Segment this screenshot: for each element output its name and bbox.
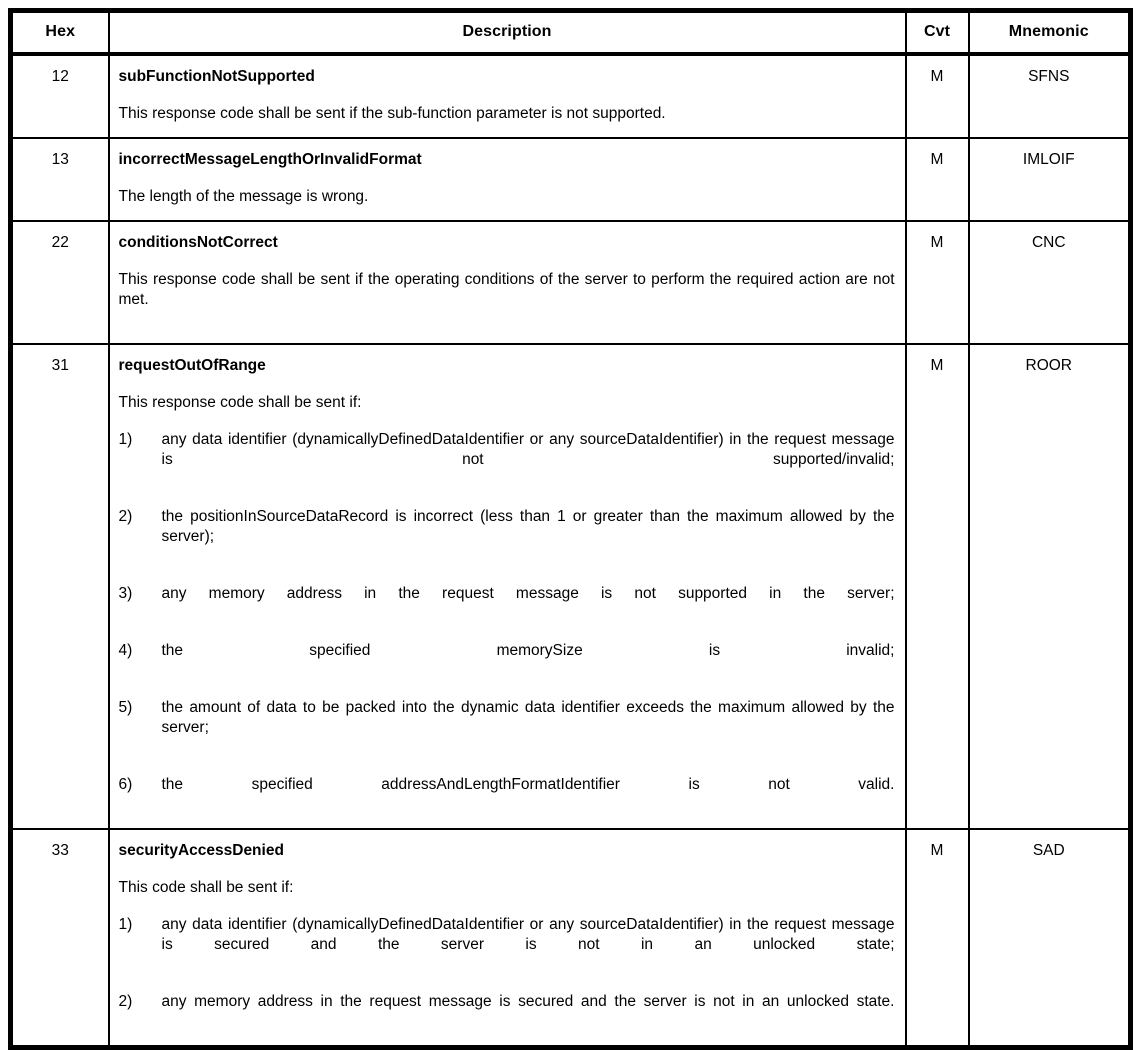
list-marker: 1) xyxy=(118,431,133,448)
list-item xyxy=(119,775,895,815)
list-marker: 4) xyxy=(118,642,133,659)
table-row xyxy=(11,344,1131,829)
cell-cvt: M xyxy=(906,221,969,344)
list-item-text: the specified memorySize is invalid; xyxy=(161,642,895,659)
cell-hex: 33 xyxy=(11,829,109,1048)
list-marker: 6) xyxy=(118,776,133,793)
list-item xyxy=(119,430,895,490)
condition-list xyxy=(119,430,895,815)
list-marker: 1) xyxy=(118,916,133,933)
column-header-description: Description xyxy=(109,11,906,55)
cell-mnemonic: IMLOIF xyxy=(969,138,1131,221)
list-marker: 2) xyxy=(118,993,133,1010)
cell-description xyxy=(109,221,906,344)
table-header-row xyxy=(11,11,1131,55)
list-item-text: the positionInSourceDataRecord is incorrect (less than 1 or greater than the maximum allowed by the server); xyxy=(161,508,895,545)
list-marker: 5) xyxy=(118,699,133,716)
negative-response-code-table xyxy=(8,8,1133,1050)
table-header xyxy=(11,11,1131,55)
table-body xyxy=(11,54,1131,1048)
cell-hex: 13 xyxy=(11,138,109,221)
list-item-text: any data identifier (dynamicallyDefinedDataIdentifier or any sourceDataIdentifier) in the request message is not supported/invalid; xyxy=(161,431,895,468)
response-code-name: conditionsNotCorrect xyxy=(118,234,278,251)
cell-description xyxy=(109,344,906,829)
list-item-text: any memory address in the request message is secured and the server is not in an unlocked state. xyxy=(161,993,895,1010)
column-header-cvt: Cvt xyxy=(906,11,969,55)
list-item xyxy=(119,992,895,1032)
list-item xyxy=(119,698,895,758)
list-item-text: the specified addressAndLengthFormatIdentifier is not valid. xyxy=(161,776,895,793)
column-header-mnemonic: Mnemonic xyxy=(969,11,1131,55)
table-row xyxy=(11,138,1131,221)
cell-mnemonic: CNC xyxy=(969,221,1131,344)
response-code-text: This response code shall be sent if: xyxy=(118,394,362,411)
response-code-name: requestOutOfRange xyxy=(118,357,266,374)
condition-list xyxy=(119,915,895,1032)
column-header-hex: Hex xyxy=(11,11,109,55)
response-code-text: The length of the message is wrong. xyxy=(118,188,369,205)
cell-cvt: M xyxy=(906,344,969,829)
response-code-text: This response code shall be sent if the operating conditions of the server to perform the required action are not met. xyxy=(118,271,895,308)
cell-hex: 31 xyxy=(11,344,109,829)
list-item xyxy=(119,915,895,975)
cell-mnemonic: SAD xyxy=(969,829,1131,1048)
response-code-text: This response code shall be sent if the sub-function parameter is not supported. xyxy=(118,105,666,122)
cell-mnemonic: ROOR xyxy=(969,344,1131,829)
cell-cvt: M xyxy=(906,54,969,138)
response-code-name: securityAccessDenied xyxy=(118,842,284,859)
response-code-text: This code shall be sent if: xyxy=(118,879,294,896)
list-item-text: any data identifier (dynamicallyDefinedDataIdentifier or any sourceDataIdentifier) in the request message is secured and the server is not in an unlocked state; xyxy=(161,916,895,953)
cell-cvt: M xyxy=(906,138,969,221)
table-row xyxy=(11,54,1131,138)
table-row xyxy=(11,221,1131,344)
cell-cvt: M xyxy=(906,829,969,1048)
list-item xyxy=(119,641,895,681)
cell-description xyxy=(109,54,906,138)
cell-hex: 12 xyxy=(11,54,109,138)
cell-description xyxy=(109,138,906,221)
table-row xyxy=(11,829,1131,1048)
list-item xyxy=(119,507,895,567)
cell-description xyxy=(109,829,906,1048)
cell-mnemonic: SFNS xyxy=(1028,68,1070,85)
list-marker: 2) xyxy=(118,508,133,525)
cell-hex: 22 xyxy=(11,221,109,344)
list-marker: 3) xyxy=(118,585,133,602)
response-code-name: subFunctionNotSupported xyxy=(118,68,315,85)
list-item-text: the amount of data to be packed into the dynamic data identifier exceeds the maximum allowed by the server; xyxy=(161,699,895,736)
list-item xyxy=(119,584,895,624)
list-item-text: any memory address in the request message is not supported in the server; xyxy=(161,585,895,602)
response-code-name: incorrectMessageLengthOrInvalidFormat xyxy=(118,151,422,168)
